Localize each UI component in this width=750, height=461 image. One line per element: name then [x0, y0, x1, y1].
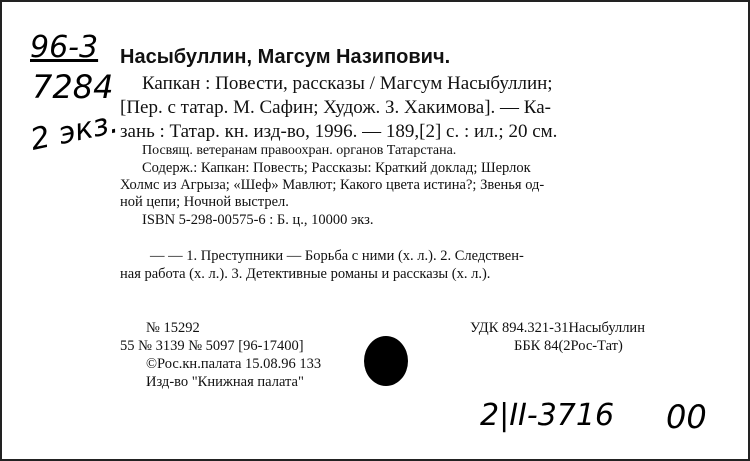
contents-line-1: Содерж.: Капкан: Повесть; Рассказы: Краткий доклад; Шерлок [142, 160, 531, 176]
handwritten-copies-mark: 2 экз. [27, 105, 122, 158]
author-heading: Насыбуллин, Магсум Назипович. [120, 46, 451, 68]
title-line-2: [Пер. с татар. М. Сафин; Худож. З. Хакимова]. — Ка- [120, 97, 551, 118]
contents-line-3: ной цепи; Ночной выстрел. [120, 194, 289, 210]
registration-line: 55 № 3139 № 5097 [96-17400] [120, 338, 304, 354]
bbk-code: ББК 84(2Рос-Тат) [514, 338, 623, 354]
handwritten-code-number: 7284 [32, 68, 114, 106]
contents-line-2: Холмс из Агрыза; «Шеф» Мавлют; Какого цвета истина?; Звенья од- [120, 177, 545, 193]
handwritten-bottom-code: 2|II-3716 [480, 398, 615, 433]
udk-code: УДК 894.321-31Насыбуллин [470, 320, 645, 336]
publisher-line: Изд-во "Книжная палата" [146, 374, 304, 390]
title-line-3: зань : Татар. кн. изд-во, 1996. — 189,[2] с. : ил.; 20 см. [120, 121, 558, 142]
handwritten-code-top: 96-3 [30, 30, 99, 65]
ink-blot [364, 336, 408, 386]
title-line-1: Капкан : Повести, рассказы / Магсум Насыбуллин; [142, 73, 553, 94]
record-number: № 15292 [146, 320, 200, 336]
subject-headings-line-2: ная работа (х. л.). 3. Детективные романы и рассказы (х. л.). [120, 266, 491, 282]
isbn-line: ISBN 5-298-00575-6 : Б. ц., 10000 экз. [142, 212, 374, 228]
subject-headings-line-1: — — 1. Преступники — Борьба с ними (х. л.). 2. Следствен- [150, 248, 524, 264]
handwritten-bottom-mark: 00 [666, 398, 707, 436]
copyright-line: ©Рос.кн.палата 15.08.96 133 [146, 356, 322, 372]
dedication-note: Посвящ. ветеранам правоохран. органов Татарстана. [142, 143, 457, 158]
